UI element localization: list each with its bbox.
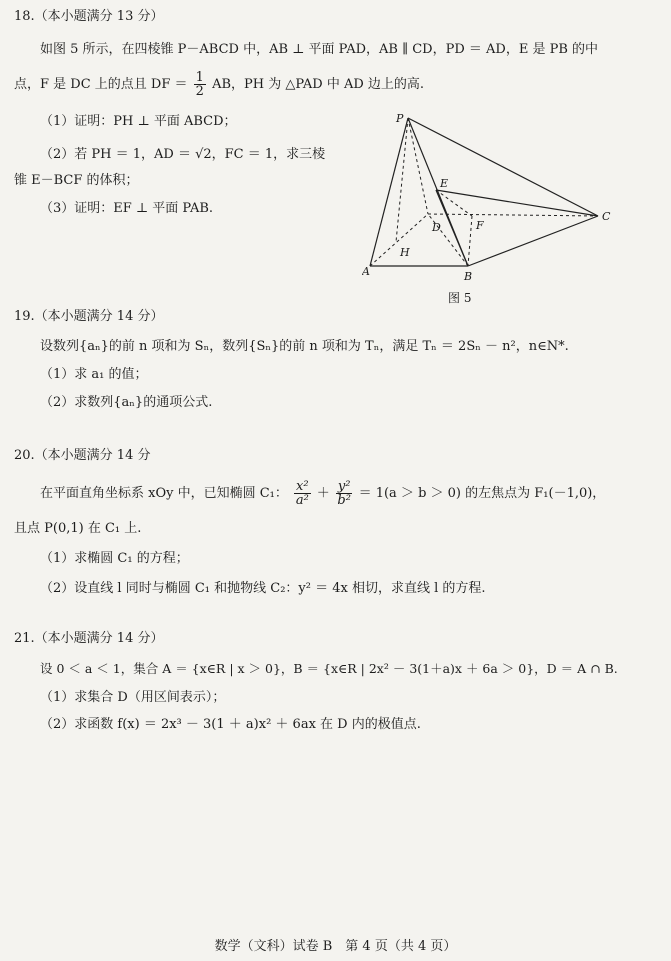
label-C: C (602, 210, 611, 223)
q20-line1b: ＝ 1(a ＞ b ＞ 0) 的左焦点为 F₁(－1,0)， (358, 486, 606, 501)
q20-header: 20.（本小题满分 14 分 (14, 448, 151, 463)
q21-part1: （1）求集合 D（用区间表示）； (40, 690, 226, 705)
q18-part3: （3）证明：EF ⊥ 平面 PAB. (40, 201, 214, 216)
q18-line2a: 点，F 是 DC 上的点且 DF ＝ (14, 77, 188, 92)
q20-line1a: 在平面直角坐标系 xOy 中，已知椭圆 C₁： (40, 486, 288, 501)
q20-plus: ＋ (316, 486, 330, 501)
q21-part2: （2）求函数 f(x) ＝ 2x³ － 3(1 ＋ a)x² ＋ 6ax 在 D 内的极值点. (40, 717, 421, 732)
q18-part2-cont: 锥 E－BCF 的体积； (14, 173, 139, 188)
q19-header: 19.（本小题满分 14 分） (14, 309, 164, 324)
q20-part1: （1）求椭圆 C₁ 的方程； (40, 551, 189, 566)
label-D: D (432, 221, 441, 234)
edge-BC (468, 216, 598, 266)
edge-AD-hidden (370, 214, 428, 266)
edge-PD-hidden (408, 118, 428, 214)
q18-part1: （1）证明：PH ⊥ 平面 ABCD； (40, 114, 237, 129)
edge-DC-hidden (428, 214, 598, 216)
q20-frac1-den: a² (295, 493, 309, 508)
edge-PA (370, 118, 408, 266)
figure-pyramid-diagram (362, 110, 622, 310)
q21-line1: 设 0 ＜ a ＜ 1，集合 A ＝ {x∈R | x ＞ 0}，B ＝ {x∈R | 2x² － 3(1＋a)x ＋ 6a ＞ 0}，D ＝ A ∩ B. (40, 661, 618, 676)
q20-frac2-den: b² (337, 493, 351, 508)
figure-caption: 图 5 (448, 291, 472, 305)
q20-frac-y (336, 480, 353, 507)
q20-line1 (40, 478, 605, 510)
label-F: F (476, 219, 484, 232)
label-H: H (400, 246, 410, 259)
label-E: E (440, 177, 449, 190)
label-P: P (396, 112, 404, 125)
label-B: B (464, 270, 473, 283)
q18-fraction (194, 71, 206, 98)
page-footer: 数学（文科）试卷 B 第 4 页（共 4 页） (214, 939, 457, 954)
q18-line2b: AB，PH 为 △PAD 中 AD 边上的高. (212, 77, 425, 92)
q20-frac-x (294, 480, 311, 507)
q19-line1: 设数列{aₙ}的前 n 项和为 Sₙ，数列{Sₙ}的前 n 项和为 Tₙ，满足 Tₙ ＝ 2Sₙ － n²，n∈N*. (40, 339, 569, 354)
q21-header: 21.（本小题满分 14 分） (14, 631, 164, 646)
q20-line2: 且点 P(0,1) 在 C₁ 上. (14, 521, 142, 536)
q20-frac1-num: x² (296, 479, 309, 494)
label-A: A (362, 265, 370, 278)
q20-frac2-num: y² (337, 479, 351, 494)
q18-line1: 如图 5 所示，在四棱锥 P－ABCD 中，AB ⊥ 平面 PAD，AB ∥ CD，PD ＝ AD，E 是 PB 的中 (40, 42, 599, 57)
q18-frac-den: 2 (195, 84, 204, 99)
q18-frac-num: 1 (195, 70, 204, 85)
q19-part2: （2）求数列{aₙ}的通项公式. (40, 395, 213, 410)
q20-part2: （2）设直线 l 同时与椭圆 C₁ 和抛物线 C₂：y² ＝ 4x 相切，求直线 l 的方程. (40, 581, 486, 596)
q18-line2 (14, 70, 424, 100)
edge-PH-hidden (396, 118, 408, 242)
q18-part2: （2）若 PH ＝ 1，AD ＝ √2，FC ＝ 1，求三棱 (40, 147, 326, 162)
q18-header: 18.（本小题满分 13 分） (14, 9, 164, 24)
q19-part1: （1）求 a₁ 的值； (40, 367, 148, 382)
edge-FB-hidden (468, 216, 472, 266)
